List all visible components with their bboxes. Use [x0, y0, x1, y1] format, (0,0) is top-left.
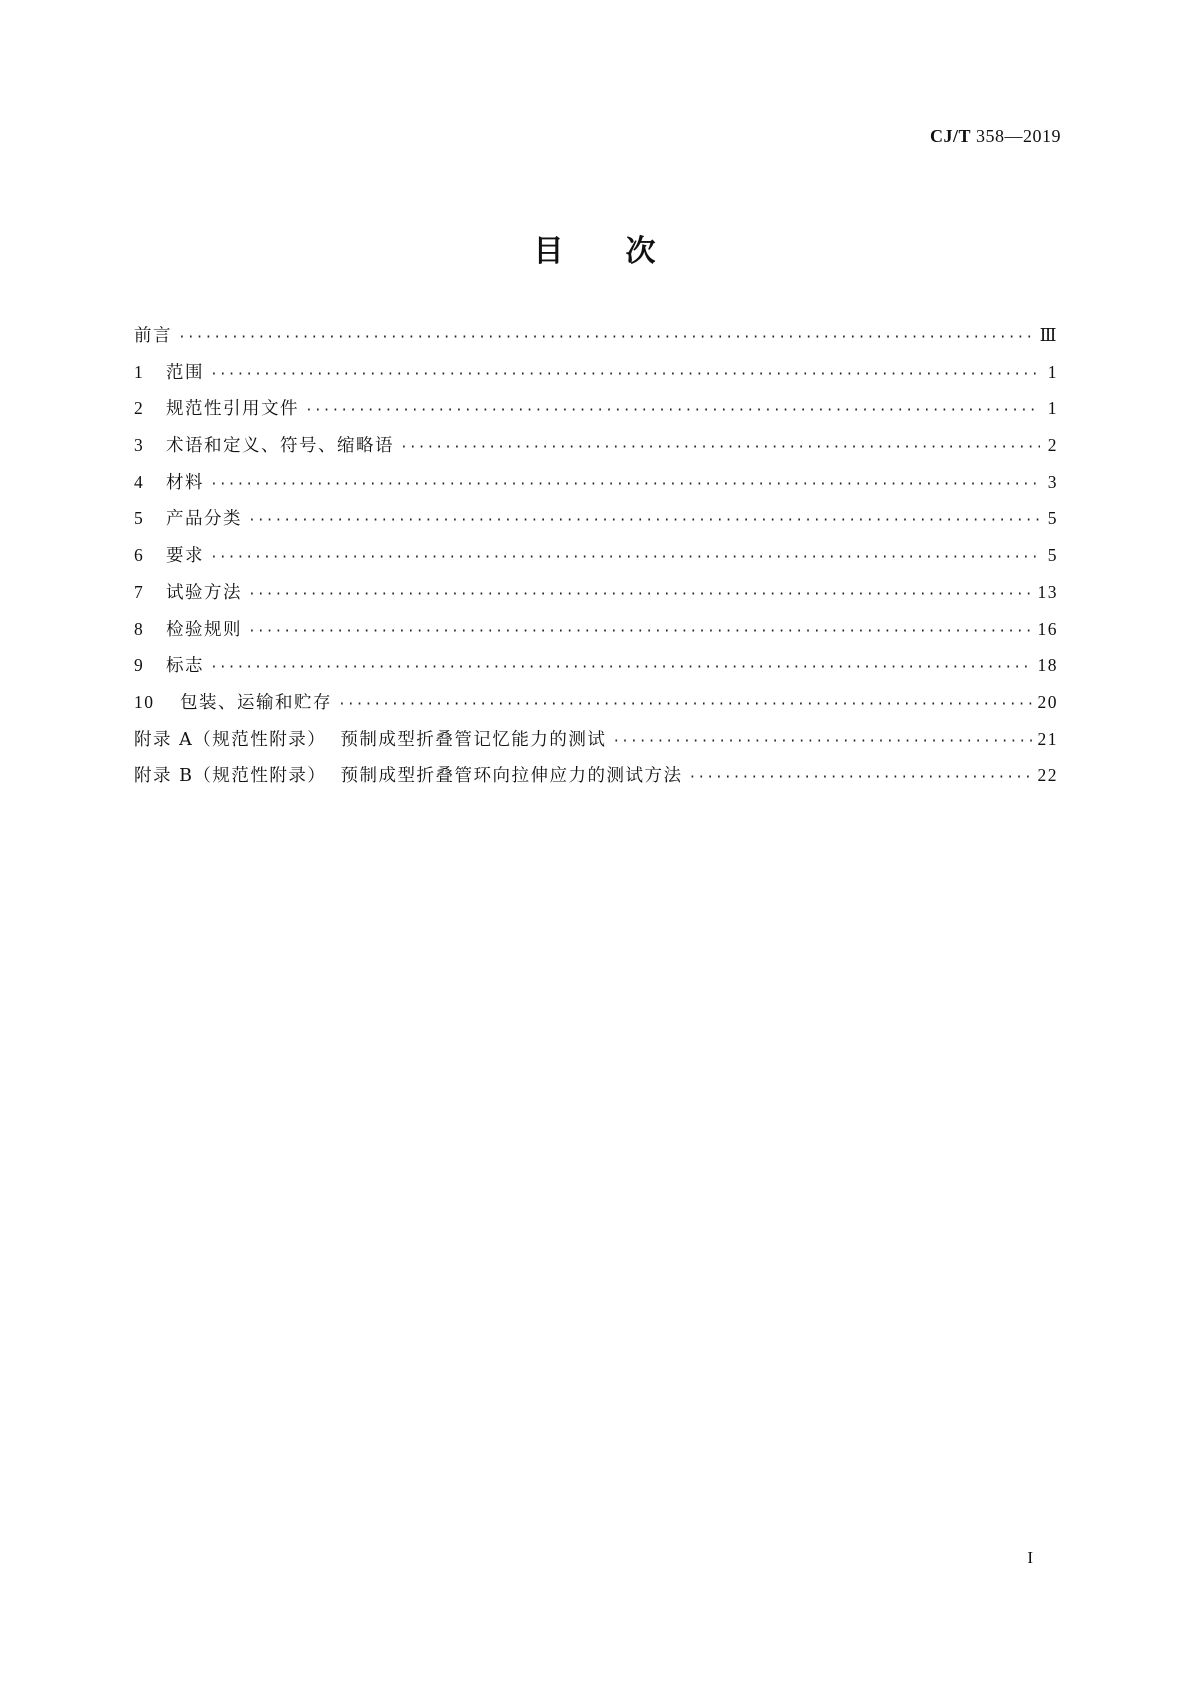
toc-title-char-1: 目	[533, 234, 566, 269]
toc-entry-number: 8	[134, 618, 145, 639]
toc-entry-page: 5	[1047, 545, 1058, 566]
toc-entry-label: 材料	[166, 472, 204, 493]
toc-entry-marking[interactable]	[134, 652, 1058, 689]
toc-entry-test-methods[interactable]	[134, 579, 1058, 616]
toc-entry-scope[interactable]	[134, 359, 1058, 396]
toc-leader-dots	[689, 770, 1032, 785]
table-of-contents	[134, 322, 1058, 799]
toc-entry-packaging[interactable]	[134, 689, 1058, 726]
toc-entry-number: 5	[134, 508, 145, 529]
toc-entry-label: 包装、运输和贮存	[180, 692, 332, 713]
toc-title	[0, 226, 1191, 270]
toc-entry-classification[interactable]	[134, 505, 1058, 542]
toc-entry-normative-references[interactable]	[134, 395, 1058, 432]
toc-entry-number: 6	[134, 545, 145, 566]
toc-entry-page: 16	[1037, 618, 1058, 639]
standard-code-prefix: CJ/T	[929, 126, 971, 146]
toc-entry-page: 2	[1047, 435, 1058, 456]
toc-entry-label: 范围	[166, 362, 204, 383]
toc-entry-requirements[interactable]	[134, 542, 1058, 579]
toc-entry-label: 前言	[134, 326, 172, 346]
toc-entry-page: 22	[1037, 765, 1058, 786]
toc-leader-dots	[178, 330, 1034, 345]
toc-entry-number: 1	[134, 361, 145, 382]
toc-leader-dots	[400, 440, 1040, 455]
toc-entry-page: 1	[1047, 361, 1058, 382]
toc-entry-page: 1	[1047, 398, 1058, 419]
toc-leader-dots	[305, 403, 1040, 418]
toc-leader-dots	[210, 660, 1032, 675]
toc-entry-label: 术语和定义、符号、缩略语	[166, 436, 394, 457]
page-number: I	[1027, 1548, 1033, 1567]
toc-entry-page: Ⅲ	[1039, 325, 1058, 345]
toc-leader-dots	[338, 697, 1032, 712]
toc-entry-number: 2	[134, 398, 145, 419]
toc-entry-page: 13	[1037, 581, 1058, 602]
toc-leader-dots	[248, 587, 1032, 602]
toc-entry-label: 附录 B（规范性附录） 预制成型折叠管环向拉伸应力的测试方法	[134, 766, 683, 787]
toc-leader-dots	[210, 477, 1040, 492]
toc-leader-dots	[210, 550, 1040, 565]
toc-entry-number: 4	[134, 471, 145, 492]
toc-entry-number: 7	[134, 581, 145, 602]
toc-entry-label: 检验规则	[166, 619, 242, 640]
toc-entry-inspection-rules[interactable]	[134, 616, 1058, 653]
toc-entry-number: 3	[134, 435, 145, 456]
toc-entry-label: 要求	[166, 546, 204, 567]
toc-entry-annex-a[interactable]	[134, 726, 1058, 763]
toc-entry-terms-definitions[interactable]	[134, 432, 1058, 469]
toc-title-char-2: 次	[625, 234, 658, 269]
toc-entry-page: 5	[1047, 508, 1058, 529]
standard-code-number: 358—2019	[976, 126, 1061, 146]
toc-entry-materials[interactable]	[134, 469, 1058, 506]
standard-code	[930, 126, 1061, 147]
toc-entry-label: 产品分类	[166, 509, 242, 530]
toc-entry-label: 规范性引用文件	[166, 399, 299, 420]
toc-leader-dots	[612, 734, 1031, 749]
toc-entry-page: 18	[1037, 655, 1058, 676]
toc-entry-foreword[interactable]	[134, 322, 1058, 359]
toc-entry-page: 20	[1037, 691, 1058, 712]
toc-leader-dots	[248, 624, 1032, 639]
toc-leader-dots	[210, 367, 1040, 382]
toc-leader-dots	[248, 513, 1040, 528]
toc-entry-label: 附录 A（规范性附录） 预制成型折叠管记忆能力的测试	[134, 729, 607, 750]
toc-entry-annex-b[interactable]	[134, 762, 1058, 799]
toc-entry-page: 21	[1037, 728, 1058, 749]
toc-entry-label: 试验方法	[166, 582, 242, 603]
toc-entry-number: 10	[134, 691, 155, 712]
toc-entry-number: 9	[134, 655, 145, 676]
toc-entry-page: 3	[1047, 471, 1058, 492]
toc-entry-label: 标志	[166, 656, 204, 677]
